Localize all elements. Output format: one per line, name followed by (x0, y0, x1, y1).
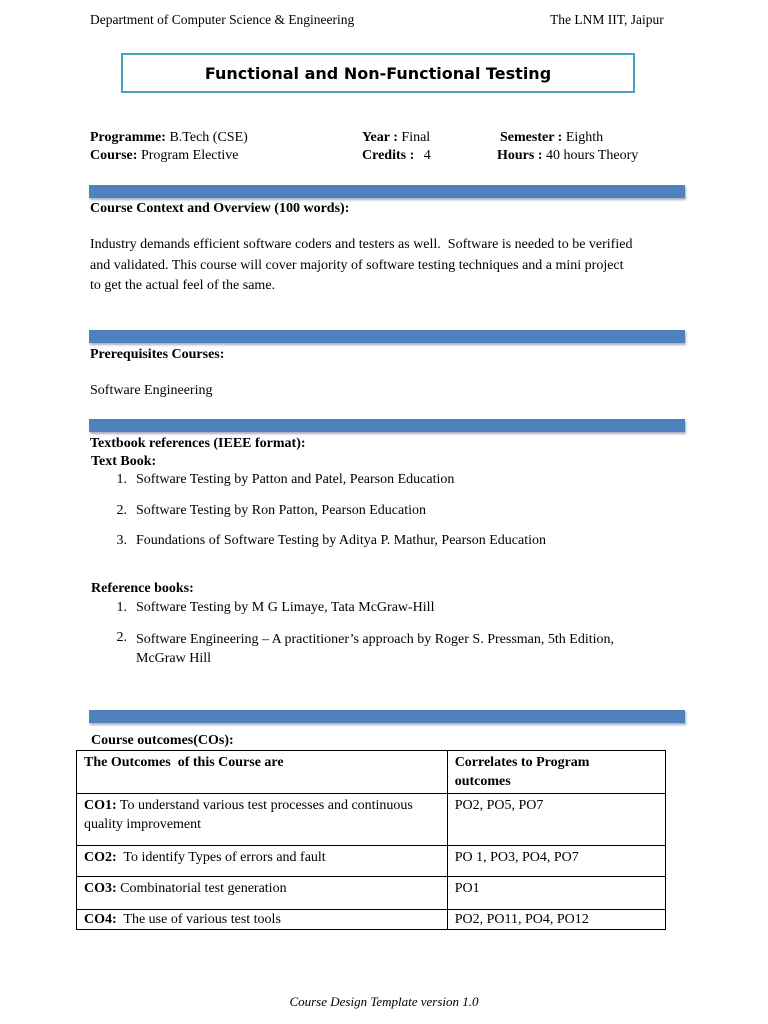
context-paragraph (90, 235, 690, 297)
textbook-subheading: Text Book: (91, 454, 157, 469)
outcome-text-line2: quality improvement (84, 817, 202, 832)
outcome-cell (77, 910, 448, 930)
po-cell: PO2, PO5, PO7 (447, 794, 665, 846)
po-cell: PO1 (447, 877, 665, 910)
outcome-code: CO4: (84, 912, 117, 927)
credits-value: 4 (423, 148, 431, 163)
outcomes-heading: Course outcomes(COs): (91, 733, 234, 748)
outcome-code: CO3: (84, 881, 117, 896)
header-line: outcomes (454, 774, 511, 789)
year-field (362, 129, 430, 147)
outcome-cell (77, 846, 448, 877)
outcome-code: CO1: (84, 798, 117, 813)
list-number: 1. (116, 600, 127, 615)
po-cell: PO 1, PO3, PO4, PO7 (447, 846, 665, 877)
list-number: 2. (116, 630, 127, 645)
table-row (77, 910, 666, 930)
list-item (136, 630, 614, 668)
credits-field (362, 147, 431, 165)
outcome-text: Combinatorial test generation (116, 881, 287, 896)
year-value: Final (401, 130, 431, 145)
semester-label: Semester : (500, 130, 563, 145)
hours-field (497, 147, 638, 165)
outcomes-table (76, 750, 666, 930)
semester-value: Eighth (565, 130, 604, 145)
list-number: 1. (116, 472, 127, 487)
context-line: Industry demands efficient software coders and testers as well. Software is needed to be verified (90, 237, 633, 252)
institute-header: The LNM IIT, Jaipur (550, 12, 664, 27)
credits-label: Credits : (362, 148, 415, 163)
outcome-cell (77, 794, 448, 846)
prerequisites-value: Software Engineering (90, 383, 213, 398)
list-number: 3. (116, 533, 127, 548)
table-row (77, 877, 666, 910)
year-label: Year : (362, 130, 398, 145)
section-divider (89, 185, 685, 198)
semester-field (500, 129, 603, 147)
course-value: Program Elective (140, 148, 239, 163)
outcomes-column-header: The Outcomes of this Course are (77, 751, 448, 794)
table-row (77, 846, 666, 877)
programme-label: Programme: (90, 130, 166, 145)
list-item: Software Testing by Patton and Patel, Pearson Education (136, 472, 455, 487)
list-item: Foundations of Software Testing by Aditya P. Mathur, Pearson Education (136, 533, 546, 548)
header-line: Correlates to Program (454, 755, 590, 770)
department-header: Department of Computer Science & Engineering (90, 12, 355, 27)
programme-field (90, 129, 248, 147)
outcome-text: To identify Types of errors and fault (116, 850, 326, 865)
section-divider (89, 710, 685, 723)
context-heading: Course Context and Overview (100 words): (90, 201, 350, 216)
hours-label: Hours : (497, 148, 543, 163)
reference-heading: Reference books: (91, 581, 194, 596)
list-item-line: McGraw Hill (136, 651, 212, 666)
list-item: Software Testing by M G Limaye, Tata McGraw-Hill (136, 600, 435, 615)
section-divider (89, 330, 685, 343)
list-number: 2. (116, 503, 127, 518)
table-row (77, 794, 666, 846)
list-item-line: Software Engineering – A practitioner’s approach by Roger S. Pressman, 5th Edition, (136, 632, 614, 647)
textbook-heading: Textbook references (IEEE format): (90, 436, 306, 451)
course-field (90, 147, 239, 165)
footer: Course Design Template version 1.0 (289, 994, 479, 1009)
programme-value: B.Tech (CSE) (169, 130, 248, 145)
course-title: Functional and Non-Functional Testing (204, 63, 552, 83)
outcome-text: The use of various test tools (116, 912, 281, 927)
hours-value: 40 hours Theory (546, 148, 639, 163)
program-outcomes-column-header (447, 751, 665, 794)
context-line: and validated. This course will cover majority of software testing techniques and a mini project (90, 257, 624, 273)
prerequisites-heading: Prerequisites Courses: (90, 347, 225, 362)
po-cell: PO2, PO11, PO4, PO12 (447, 910, 665, 930)
outcome-cell (77, 877, 448, 910)
outcome-code: CO2: (84, 850, 117, 865)
context-line: to get the actual feel of the same. (90, 278, 276, 293)
section-divider (89, 419, 685, 432)
course-label: Course: (90, 148, 138, 163)
course-title-box (121, 53, 635, 93)
list-item: Software Testing by Ron Patton, Pearson Education (136, 503, 427, 518)
outcome-text: To understand various test processes and continuous (116, 798, 413, 813)
table-header-row (77, 751, 666, 794)
